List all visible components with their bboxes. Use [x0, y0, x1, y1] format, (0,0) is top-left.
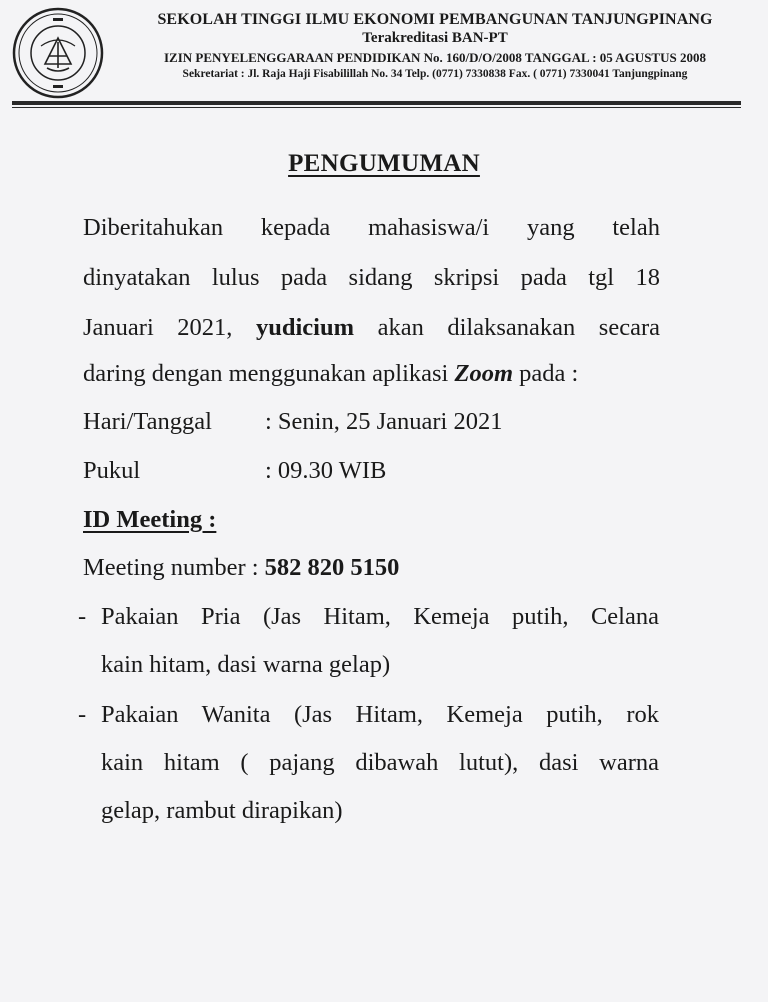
institution-logo-icon: [11, 6, 105, 100]
men-dress-line-1: Pakaian Pria (Jas Hitam, Kemeja putih, Celana: [101, 603, 659, 630]
secretariat-address: Sekretariat : Jl. Raja Haji Fisabilillah No. 34 Telp. (0771) 7330838 Fax. ( 0771) 7330041 Tanjungpinang: [182, 68, 688, 80]
day-value: : Senin, 25 Januari 2021: [265, 408, 503, 435]
meeting-number-label: Meeting number :: [83, 554, 265, 581]
intro-line-2: dinyatakan lulus pada sidang skripsi pada tgl 18: [83, 264, 660, 291]
day-label: Hari/Tanggal: [83, 408, 212, 435]
meeting-number-line: [83, 553, 399, 583]
intro-line-4: [83, 359, 578, 389]
intro-line-4-post: pada :: [513, 360, 579, 387]
yudicium-term: yudicium: [255, 314, 355, 341]
intro-line-3: [83, 313, 660, 343]
meeting-heading: ID Meeting :: [83, 506, 217, 533]
institution-name: SEKOLAH TINGGI ILMU EKONOMI PEMBANGUNAN TANJUNGPINANG: [157, 11, 713, 28]
license-info: IZIN PENYELENGGARAAN PENDIDIKAN No. 160/D/O/2008 TANGGAL : 05 AGUSTUS 2008: [164, 50, 706, 65]
zoom-app-name: Zoom: [454, 360, 514, 387]
meeting-number-value: 582 820 5150: [264, 554, 400, 581]
intro-line-1: Diberitahukan kepada mahasiswa/i yang telah: [83, 214, 660, 241]
time-value: : 09.30 WIB: [265, 457, 387, 484]
time-label: Pukul: [83, 457, 141, 484]
letterhead-divider-thin: [12, 107, 741, 108]
page-title: PENGUMUMAN: [288, 150, 480, 177]
women-dress-line-1: Pakaian Wanita (Jas Hitam, Kemeja putih, rok: [101, 701, 659, 728]
intro-line-3-post: akan dilaksanakan secara: [354, 314, 660, 341]
letterhead-divider: [12, 101, 741, 105]
accreditation: Terakreditasi BAN-PT: [362, 30, 508, 46]
intro-line-4-pre: daring dengan menggunakan aplikasi: [83, 360, 455, 387]
intro-line-3-pre: Januari 2021,: [83, 314, 256, 341]
women-dress-line-3: gelap, rambut dirapikan): [101, 797, 343, 824]
men-dress-line-2: kain hitam, dasi warna gelap): [101, 651, 391, 678]
men-bullet-dash: -: [78, 603, 87, 630]
women-dress-line-2: kain hitam ( pajang dibawah lutut), dasi warna: [101, 749, 659, 776]
women-bullet-dash: -: [78, 701, 87, 728]
